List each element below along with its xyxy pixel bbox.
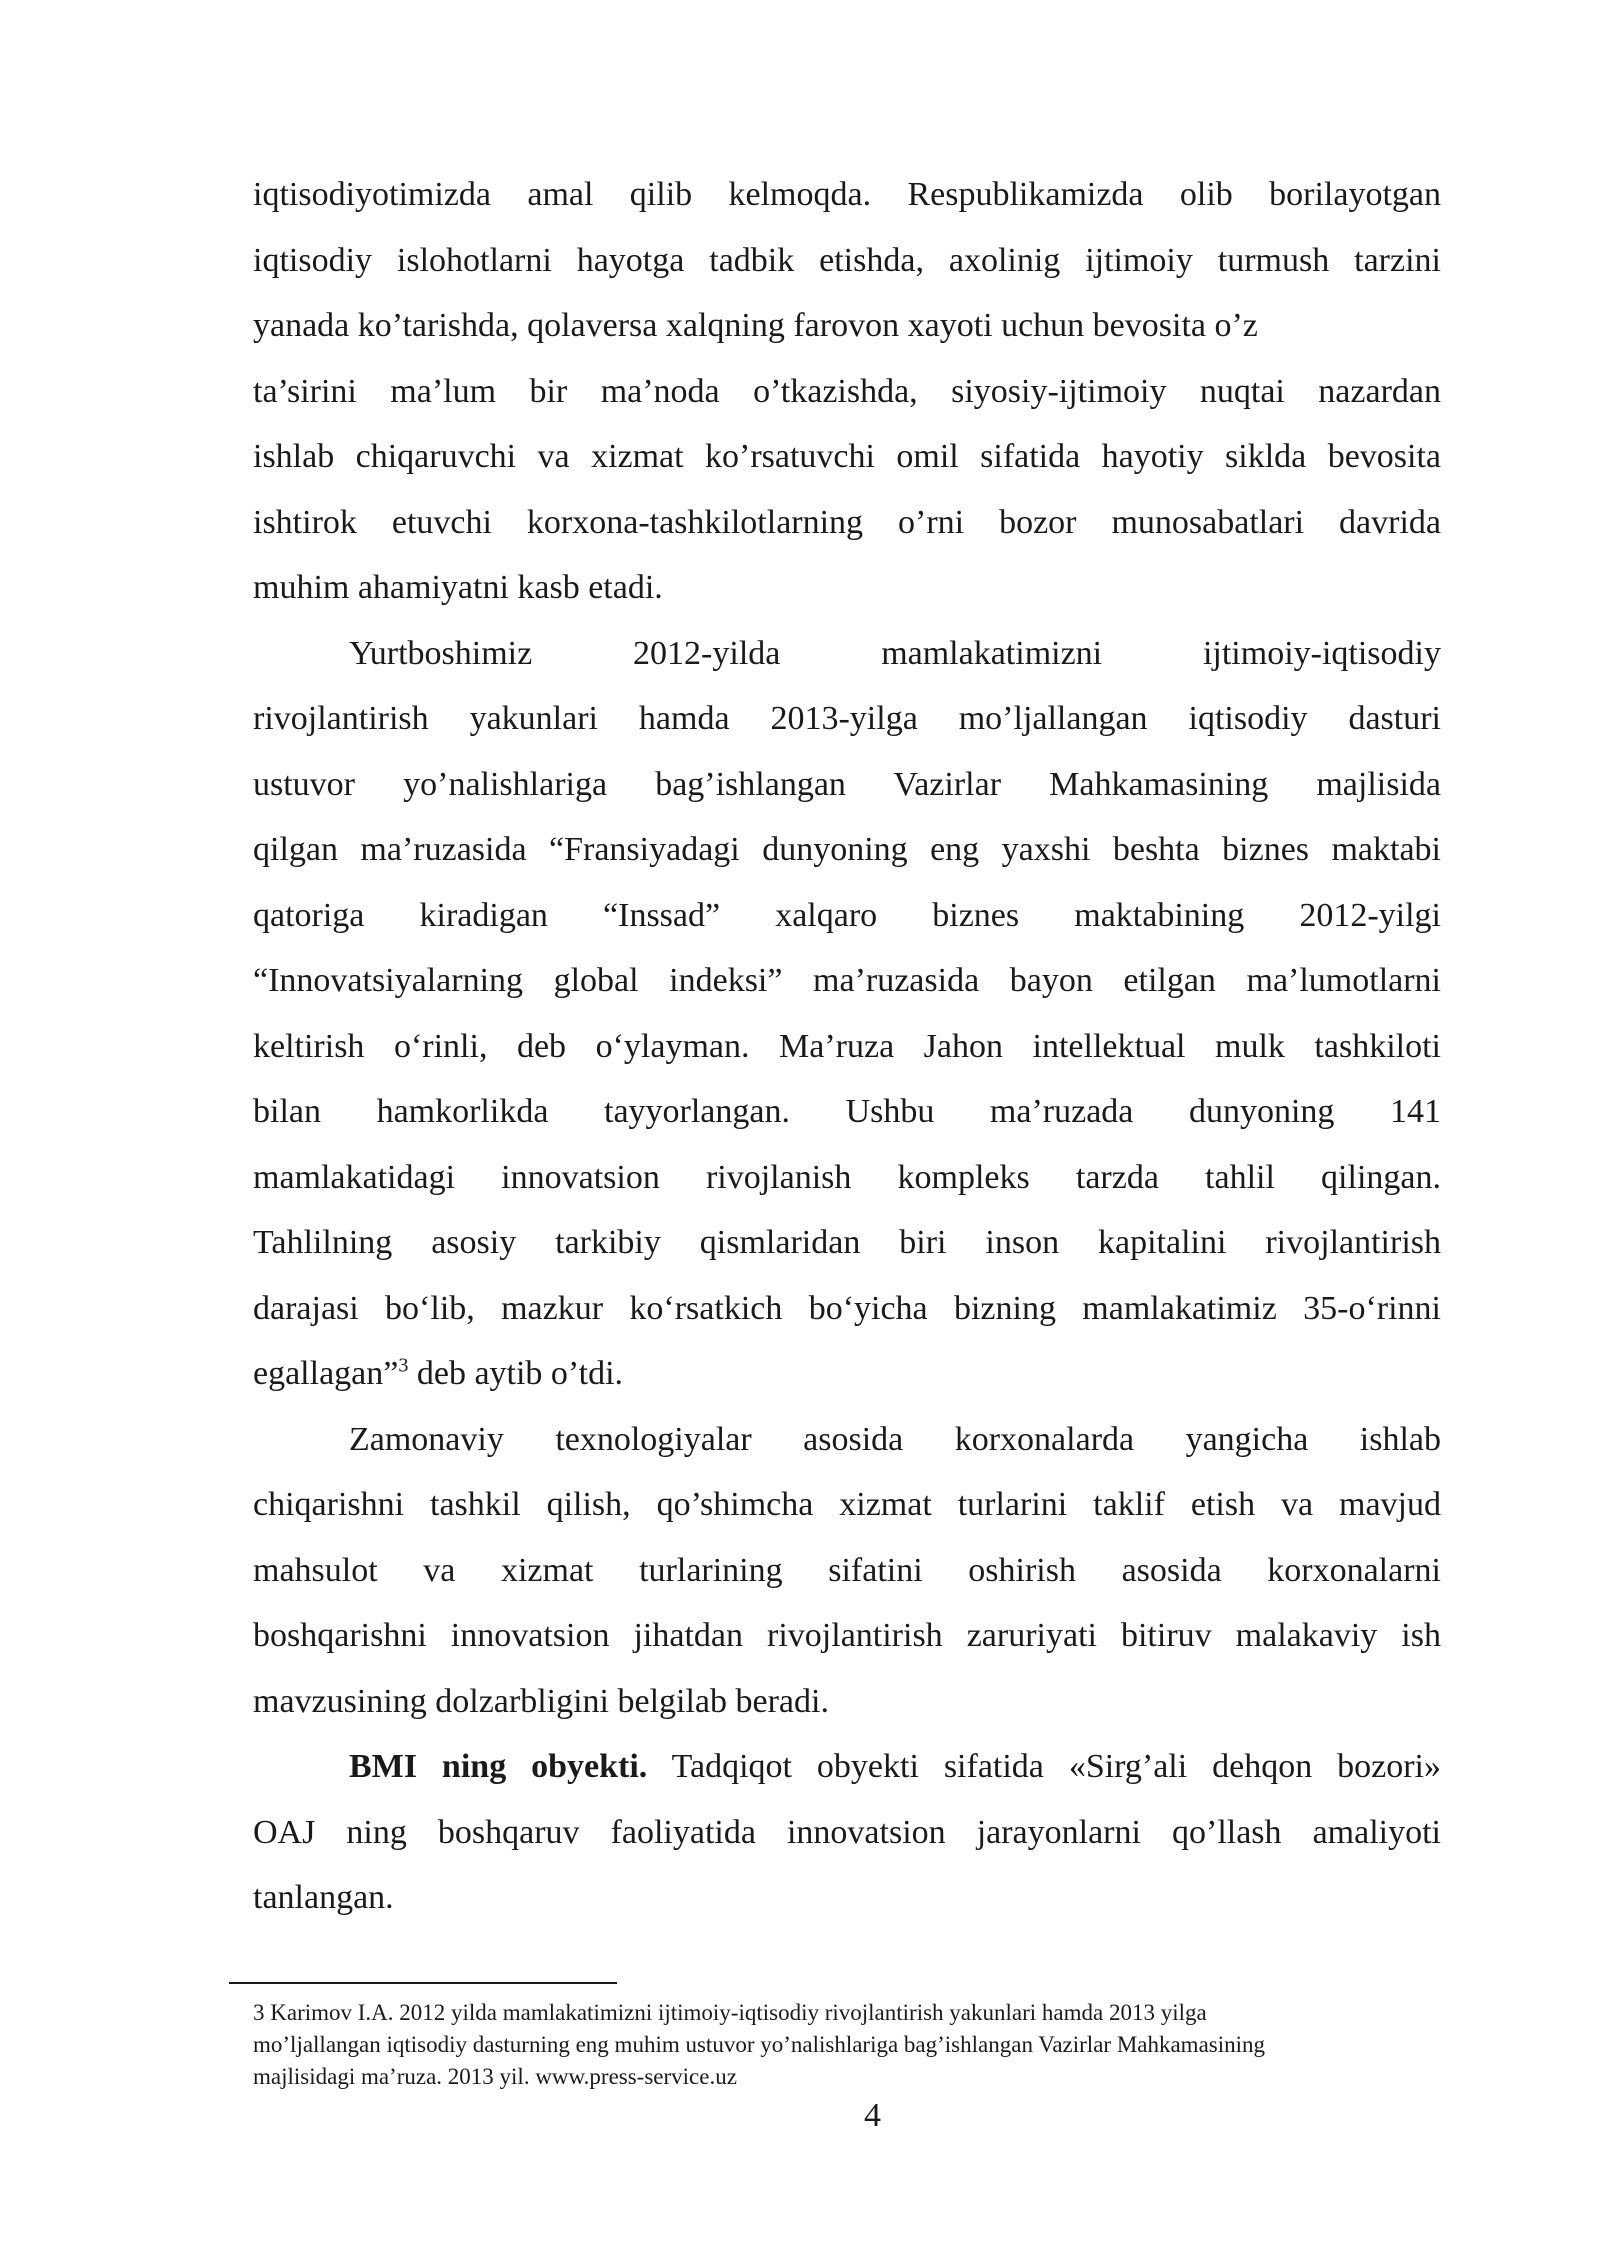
footnote-line: 3 Karimov I.A. 2012 yilda mamlakatimizni ijtimoiy-iqtisodiy rivojlantirish yakunlari hamda 2013 yilga — [253, 2000, 1207, 2025]
text-line: keltirish o‘rinli, deb o‘ylayman. Ma’ruza Jahon intellektual mulk tashkiloti — [253, 1027, 1441, 1065]
text-line: “Innovatsiyalarning global indeksi” ma’ruzasida bayon etilgan ma’lumotlarni — [253, 962, 1441, 999]
text-fragment: egallagan” — [253, 1355, 399, 1392]
text-line: mavzusining dolzarbligini belgilab beradi. — [253, 1682, 829, 1720]
footnote — [253, 1997, 1441, 2093]
footnote-line: majlisidagi ma’ruza. 2013 yil. www.press-service.uz — [253, 2064, 737, 2089]
text-line: Yurtboshimiz 2012-yilda mamlakatimizni ijtimoiy-iqtisodiy — [349, 634, 1441, 672]
paragraph-research-object — [253, 1734, 1441, 1931]
text-line: ustuvor yo’nalishlariga bag’ishlangan Vazirlar Mahkamasining majlisida — [253, 765, 1441, 803]
text-fragment: deb aytib o’tdi. — [408, 1355, 624, 1392]
text-line: iqtisodiyotimizda amal qilib kelmoqda. Respublikamizda olib borilayotgan — [253, 176, 1441, 213]
footnote-separator — [229, 1982, 617, 1984]
text-line: bilan hamkorlikda tayyorlangan. Ushbu ma’ruzada dunyoning 141 — [253, 1093, 1441, 1130]
paragraph-relevance — [253, 1407, 1441, 1735]
text-line: ta’sirini ma’lum bir ma’noda o’tkazishda, siyosiy-ijtimoiy nuqtai nazardan — [253, 372, 1441, 410]
section-label: BMI ning obyekti. — [349, 1748, 648, 1785]
text-line: mamlakatidagi innovatsion rivojlanish kompleks tarzda tahlil qilingan. — [253, 1158, 1441, 1196]
text-line: tanlangan. — [253, 1879, 394, 1916]
text-line: iqtisodiy islohotlarni hayotga tadbik etishda, axolinig ijtimoiy turmush tarzini — [253, 241, 1441, 279]
text-line: muhim ahamiyatni kasb etadi. — [253, 569, 663, 606]
text-line: yanada ko’tarishda, qolaversa xalqning farovon xayoti uchun bevosita o’z — [253, 307, 1258, 344]
footnote-reference[interactable]: 3 — [398, 1354, 409, 1377]
paragraph-president-quote — [253, 621, 1441, 1407]
paragraph-intro — [253, 162, 1441, 621]
text-line — [253, 1734, 1441, 1800]
text-line: Zamonaviy texnologiyalar asosida korxonalarda yangicha ishlab — [349, 1420, 1441, 1458]
page-number: 4 — [864, 2097, 881, 2134]
text-line — [253, 1341, 1441, 1407]
text-line: darajasi bo‘lib, mazkur ko‘rsatkich bo‘yicha bizning mamlakatimiz 35-o‘rinni — [253, 1289, 1441, 1327]
text-line: Tahlilning asosiy tarkibiy qismlaridan biri inson kapitalini rivojlantirish — [253, 1224, 1441, 1261]
text-line: qatoriga kiradigan “Inssad” xalqaro biznes maktabining 2012-yilgi — [253, 896, 1441, 934]
text-line: chiqarishni tashkil qilish, qo’shimcha xizmat turlarini taklif etish va mavjud — [253, 1486, 1441, 1523]
text-line: boshqarishni innovatsion jihatdan rivojlantirish zaruriyati bitiruv malakaviy ish — [253, 1617, 1441, 1654]
text-line: mahsulot va xizmat turlarining sifatini oshirish asosida korxonalarni — [253, 1551, 1441, 1589]
text-line: ishlab chiqaruvchi va xizmat ko’rsatuvchi omil sifatida hayotiy siklda bevosita — [253, 438, 1441, 475]
text-line: qilgan ma’ruzasida “Fransiyadagi dunyoning eng yaxshi beshta biznes maktabi — [253, 831, 1441, 868]
text-line: OAJ ning boshqaruv faoliyatida innovatsion jarayonlarni qo’llash amaliyoti — [253, 1813, 1441, 1851]
footnote-line: mo’ljallangan iqtisodiy dasturning eng muhim ustuvor yo’nalishlariga bag’ishlangan Vazirlar Mahkamasining — [253, 2032, 1266, 2057]
text-line: rivojlantirish yakunlari hamda 2013-yilga mo’ljallangan iqtisodiy dasturi — [253, 700, 1441, 737]
text-line: ishtirok etuvchi korxona-tashkilotlarning o’rni bozor munosabatlari davrida — [253, 503, 1441, 541]
text-fragment: Tadqiqot obyekti sifatida «Sirg’ali dehqon bozori» — [647, 1748, 1441, 1785]
document-body — [253, 162, 1441, 1931]
